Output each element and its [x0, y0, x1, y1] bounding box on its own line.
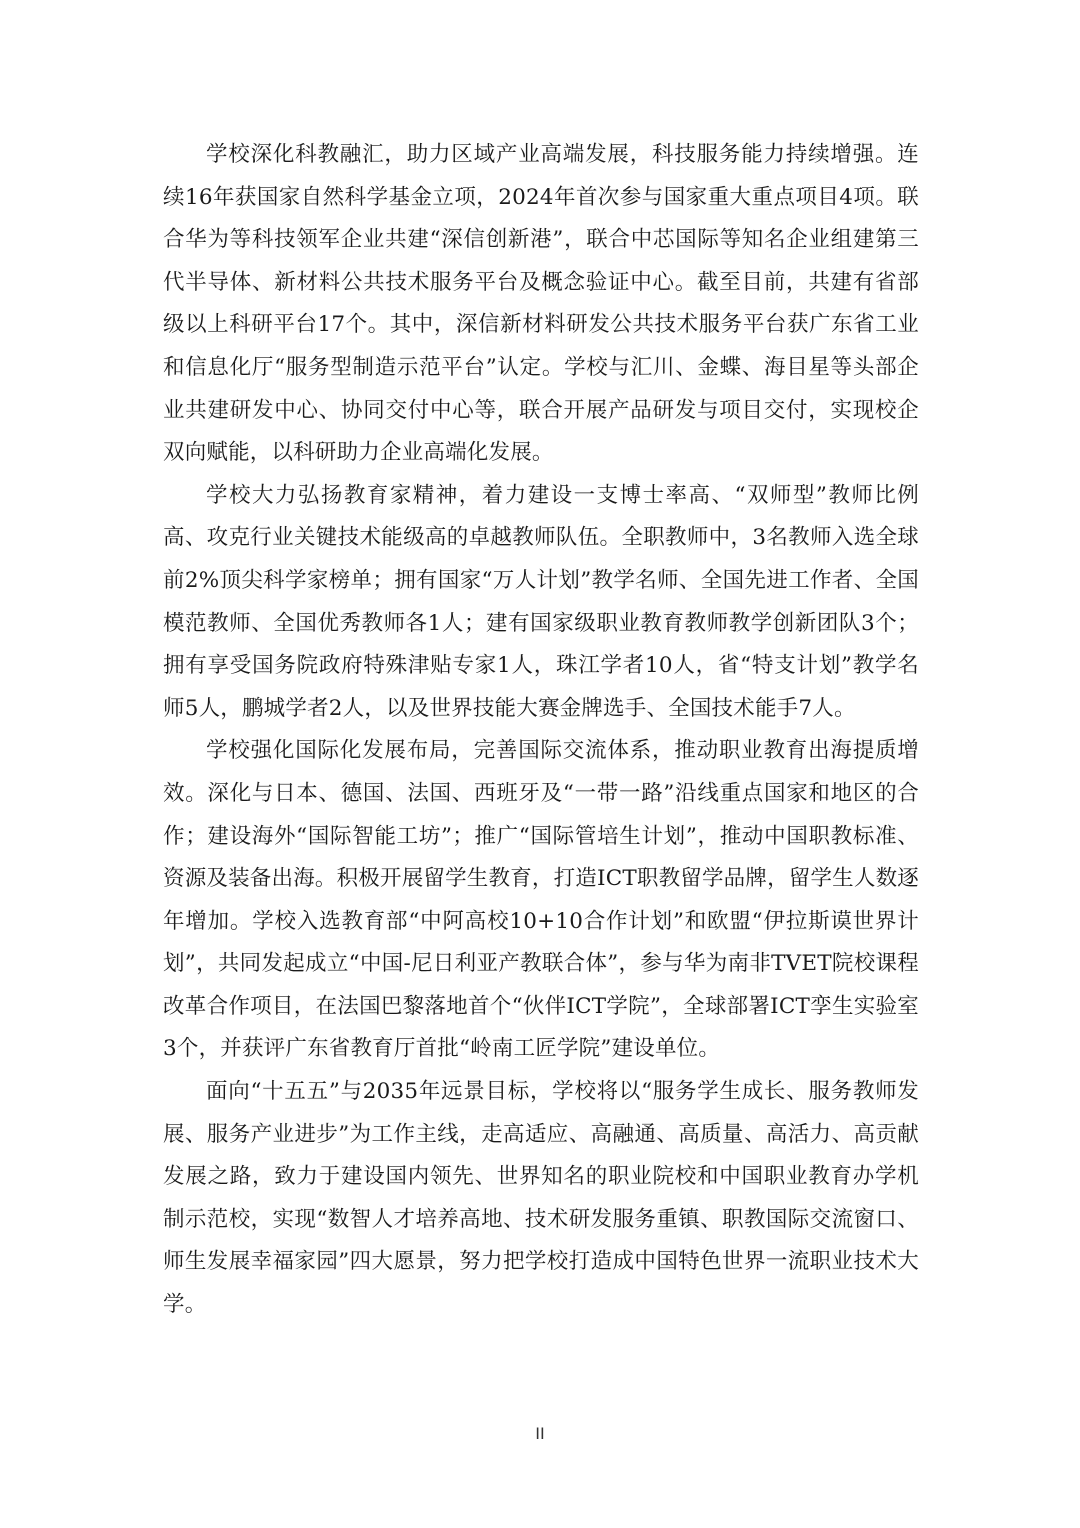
paragraph-vision: 面向“十五五”与2035年远景目标，学校将以“服务学生成长、服务教师发展、服务产业进步”为工作主线，走高适应、高融通、高质量、高活力、高贡献发展之路，致力于建设国内领先、世界知名的职业院校和中国职业教育办学机制示范校，实现“数智人才培养高地、技术研发服务重镇、职教国际交流窗口、师生发展幸福家园”四大愿景，努力把学校打造成中国特色世界一流职业技术大学。: [163, 1079, 919, 1318]
page-number: II: [535, 1424, 545, 1443]
paragraph-faculty: 学校大力弘扬教育家精神，着力建设一支博士率高、“双师型”教师比例高、攻克行业关键技术能级高的卓越教师队伍。全职教师中，3名教师入选全球前2%顶尖科学家榜单；拥有国家“万人计划”教学名师、全国先进工作者、全国模范教师、全国优秀教师各1人；建有国家级职业教育教师教学创新团队3个；拥有享受国务院政府特殊津贴专家1人，珠江学者10人，省“特支计划”教学名师5人，鹏城学者2人，以及世界技能大赛金牌选手、全国技术能手7人。: [163, 482, 919, 721]
paragraph-research: 学校深化科教融汇，助力区域产业高端发展，科技服务能力持续增强。连续16年获国家自然科学基金立项，2024年首次参与国家重大重点项目4项。联合华为等科技领军企业共建“深信创新港”，联合中芯国际等知名企业组建第三代半导体、新材料公共技术服务平台及概念验证中心。截至目前，共建有省部级以上科研平台17个。其中，深信新材料研发公共技术服务平台获广东省工业和信息化厅“服务型制造示范平台”认定。学校与汇川、金蝶、海目星等头部企业共建研发中心、协同交付中心等，联合开展产品研发与项目交付，实现校企双向赋能，以科研助力企业高端化发展。: [163, 142, 919, 466]
paragraph-international: 学校强化国际化发展布局，完善国际交流体系，推动职业教育出海提质增效。深化与日本、德国、法国、西班牙及“一带一路”沿线重点国家和地区的合作；建设海外“国际智能工坊”；推广“国际管培生计划”，推动中国职教标准、资源及装备出海。积极开展留学生教育，打造ICT职教留学品牌，留学生人数逐年增加。学校入选教育部“中阿高校10+10合作计划”和欧盟“伊拉斯谟世界计划”，共同发起成立“中国-尼日利亚产教联合体”，参与华为南非TVET院校课程改革合作项目，在法国巴黎落地首个“伙伴ICT学院”，全球部署ICT孪生实验室3个，并获评广东省教育厅首批“岭南工匠学院”建设单位。: [163, 738, 919, 1062]
body-text: [163, 134, 919, 1327]
